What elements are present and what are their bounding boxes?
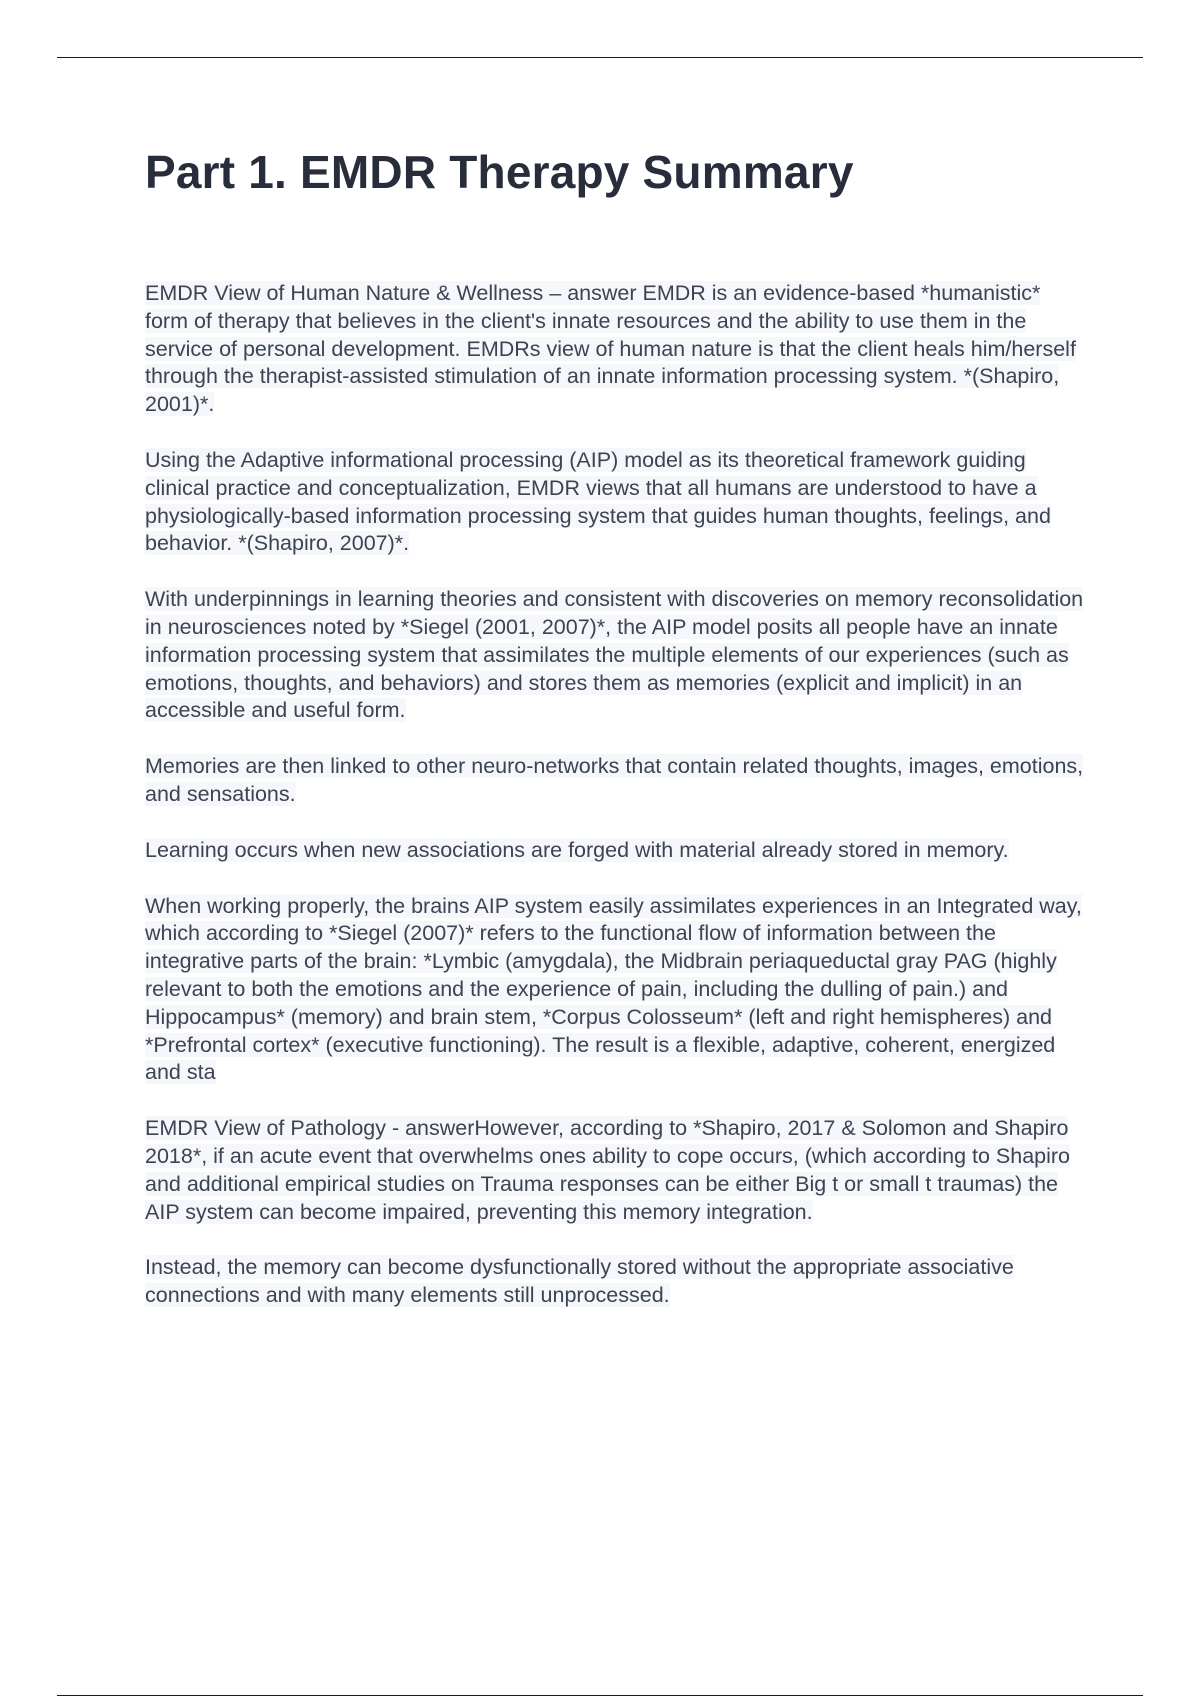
paragraph xyxy=(145,280,1085,419)
paragraph-list xyxy=(145,280,1085,1310)
paragraph xyxy=(145,586,1085,725)
paragraph xyxy=(145,447,1085,558)
paragraph-text: With underpinnings in learning theories and consistent with discoveries on memory reconsolidation in neurosciences noted by *Siegel (2001, 2007)*, the AIP model posits all people have an innate information processing system that assimilates the multiple elements of our experiences (such as emotions, thoughts, and behaviors) and stores them as memories (explicit and implicit) in an accessible and useful form. xyxy=(145,587,1084,723)
top-divider xyxy=(57,57,1143,58)
paragraph-text: Memories are then linked to other neuro-networks that contain related thoughts, images, emotions, and sensations. xyxy=(145,754,1084,806)
paragraph xyxy=(145,753,1085,809)
document-body xyxy=(145,140,1085,1338)
paragraph-text: Using the Adaptive informational processing (AIP) model as its theoretical framework guiding clinical practice and conceptualization, EMDR views that all humans are understood to have a physiologically-based information processing system that guides human thoughts, feelings, and behavior. *(Shapiro, 2007)*. xyxy=(145,447,1051,556)
paragraph-text: Instead, the memory can become dysfunctionally stored without the appropriate associative connections and with many elements still unprocessed. xyxy=(145,1255,1014,1308)
paragraph-text: EMDR View of Human Nature & Wellness – answer EMDR is an evidence-based *humanistic* form of therapy that believes in the client's innate resources and the ability to use them in the service of personal development. EMDRs view of human nature is that the client heals him/herself through the therapist-assisted stimulation of an innate information processing system. *(Shapiro, 2001)*. xyxy=(145,281,1076,417)
paragraph-text: Learning occurs when new associations are forged with material already stored in memory. xyxy=(145,837,1009,862)
paragraph xyxy=(145,837,1085,865)
paragraph xyxy=(145,893,1085,1088)
bottom-divider xyxy=(57,1695,1143,1696)
paragraph-text: When working properly, the brains AIP system easily assimilates experiences in an Integrated way, which according to *Siegel (2007)* refers to the functional flow of information between the integrative parts of the brain: *Lymbic (amygdala), the Midbrain periaqueductal gray PAG (highly relevant to both the emotions and the experience of pain, including the dulling of pain.) and Hippocampus* (memory) and brain stem, *Corpus Colosseum* (left and right hemispheres) and *Prefrontal cortex* (executive functioning). The result is a flexible, adaptive, coherent, energized and sta xyxy=(145,893,1082,1085)
paragraph-text: EMDR View of Pathology - answerHowever, according to *Shapiro, 2017 & Solomon and Shapiro 2018*, if an acute event that overwhelms ones ability to cope occurs, (which according to Shapiro and additional empirical studies on Trauma responses can be either Big t or small t traumas) the AIP system can become impaired, preventing this memory integration. xyxy=(145,1116,1071,1224)
page-title: Part 1. EMDR Therapy Summary xyxy=(145,146,854,198)
paragraph xyxy=(145,1254,1085,1310)
paragraph xyxy=(145,1115,1085,1226)
